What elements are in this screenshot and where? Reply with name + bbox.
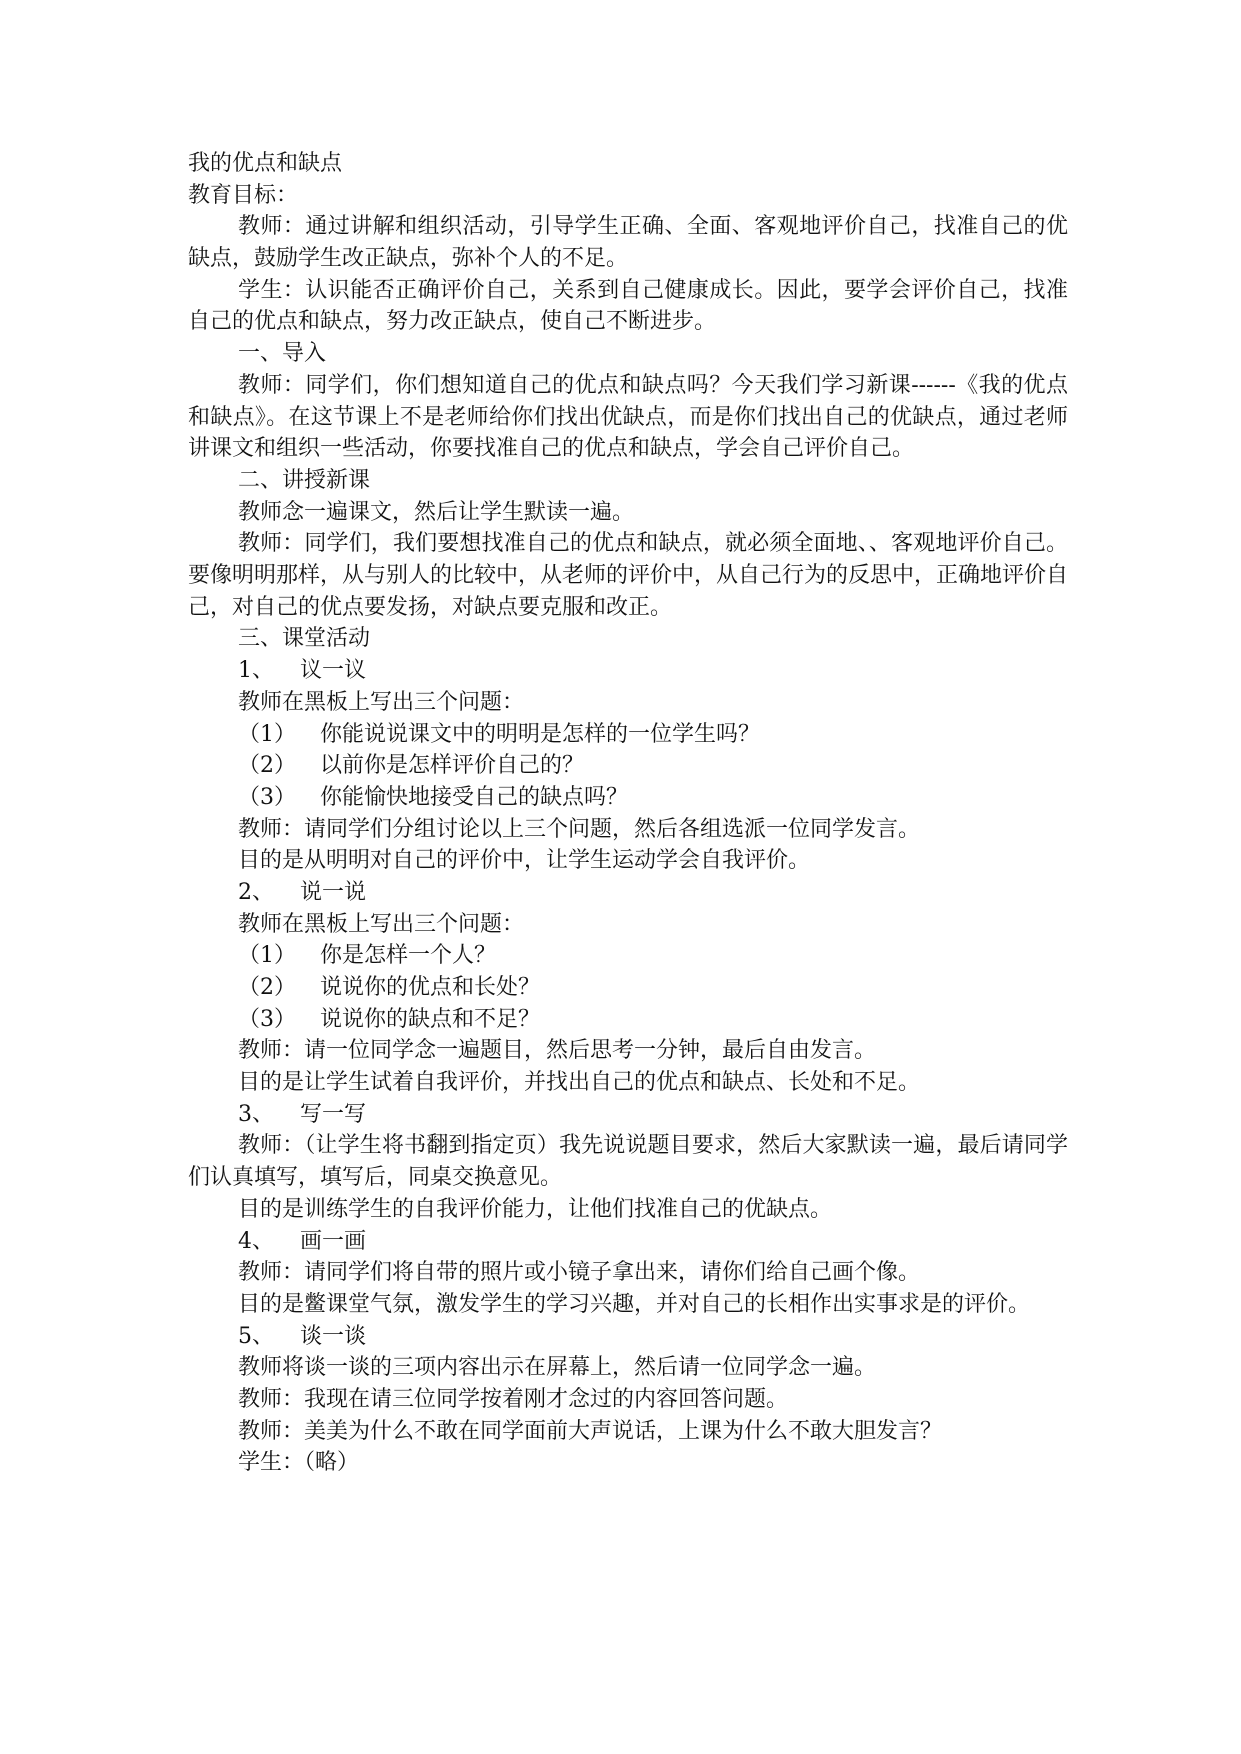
activity3-purpose: 目的是训练学生的自我评价能力，让他们找准自己的优缺点。 (238, 1196, 833, 1222)
activity3-teacher-paragraph: 教师：（让学生将书翻到指定页）我先说说题目要求，然后大家默读一遍，最后请同学们认真填写，填写后，同桌交换意见。 (188, 1133, 1068, 1191)
question-item: （2） 以前你是怎样评价自己的？ (238, 753, 585, 779)
activity4-teacher: 教师：请同学们将自带的照片或小镜子拿出来，请你们给自己画个像。 (238, 1260, 921, 1286)
activity-heading: 5、 谈一谈 (238, 1323, 367, 1349)
goal-heading: 教育目标： (188, 182, 299, 208)
activity-line: 教师：美美为什么不敢在同学面前大声说话，上课为什么不敢大胆发言？ (238, 1418, 943, 1444)
activity-intro: 教师在黑板上写出三个问题： (238, 689, 525, 715)
goal-teacher-paragraph: 教师：通过讲解和组织活动，引导学生正确、全面、客观地评价自己，找准自己的优缺点，鼓励学生改正缺点，弥补个人的不足。 (188, 214, 1068, 272)
question-item: （3） 你能愉快地接受自己的缺点吗？ (238, 784, 629, 810)
activity-heading: 3、 写一写 (238, 1101, 367, 1127)
activity-heading: 4、 画一画 (238, 1228, 367, 1254)
document-title: 我的优点和缺点 (188, 151, 343, 176)
section1-heading: 一、导入 (238, 341, 327, 367)
activity-line: 教师将谈一谈的三项内容出示在屏幕上，然后请一位同学念一遍。 (238, 1355, 877, 1381)
document-page (188, 148, 1068, 1479)
section1-teacher-paragraph: 教师：同学们，你们想知道自己的优点和缺点吗？今天我们学习新课------《我的优点和缺点》。在这节课上不是老师给你们找出优缺点，而是你们找出自己的优缺点，通过老师讲课文和组织一些活动，你要找准自己的优点和缺点，学会自己评价自己。 (188, 372, 1068, 462)
activity-intro: 教师在黑板上写出三个问题： (238, 911, 525, 937)
section2-line: 教师念一遍课文，然后让学生默读一遍。 (238, 499, 635, 525)
activity-line: 教师：请一位同学念一遍题目，然后思考一分钟，最后自由发言。 (238, 1038, 877, 1064)
section2-teacher-paragraph: 教师：同学们，我们要想找准自己的优点和缺点，就必须全面地、、客观地评价自己。要像明明那样，从与别人的比较中，从老师的评价中，从自己行为的反思中，正确地评价自己，对自己的优点要发扬，对缺点要克服和改正。 (188, 531, 1069, 620)
activity-heading: 1、 议一议 (238, 658, 367, 684)
activity4-purpose-paragraph: 目的是鳖课堂气氛，激发学生的学习兴趣，并对自己的长相作出实事求是的评价。 (238, 1291, 1031, 1317)
question-item: （2） 说说你的优点和长处？ (238, 975, 541, 1001)
activity-line: 教师：我现在请三位同学按着刚才念过的内容回答问题。 (238, 1387, 789, 1413)
question-item: （1） 你能说说课文中的明明是怎样的一位学生吗？ (238, 721, 761, 747)
question-item: （1） 你是怎样一个人？ (238, 943, 497, 969)
activity-heading: 2、 说一说 (238, 879, 367, 905)
activity-line: 目的是从明明对自己的评价中，让学生运动学会自我评价。 (238, 848, 811, 874)
section3-heading: 三、课堂活动 (238, 626, 371, 652)
question-item: （3） 说说你的缺点和不足？ (238, 1006, 541, 1032)
activity-line: 学生：（略） (238, 1450, 360, 1476)
section2-heading: 二、讲授新课 (238, 467, 371, 493)
activity-line: 教师：请同学们分组讨论以上三个问题，然后各组选派一位同学发言。 (238, 816, 921, 842)
goal-student-paragraph: 学生：认识能否正确评价自己，关系到自己健康成长。因此，要学会评价自己，找准自己的优点和缺点，努力改正缺点，使自己不断进步。 (188, 277, 1068, 335)
activity-line: 目的是让学生试着自我评价，并找出自己的优点和缺点、长处和不足。 (238, 1070, 921, 1096)
